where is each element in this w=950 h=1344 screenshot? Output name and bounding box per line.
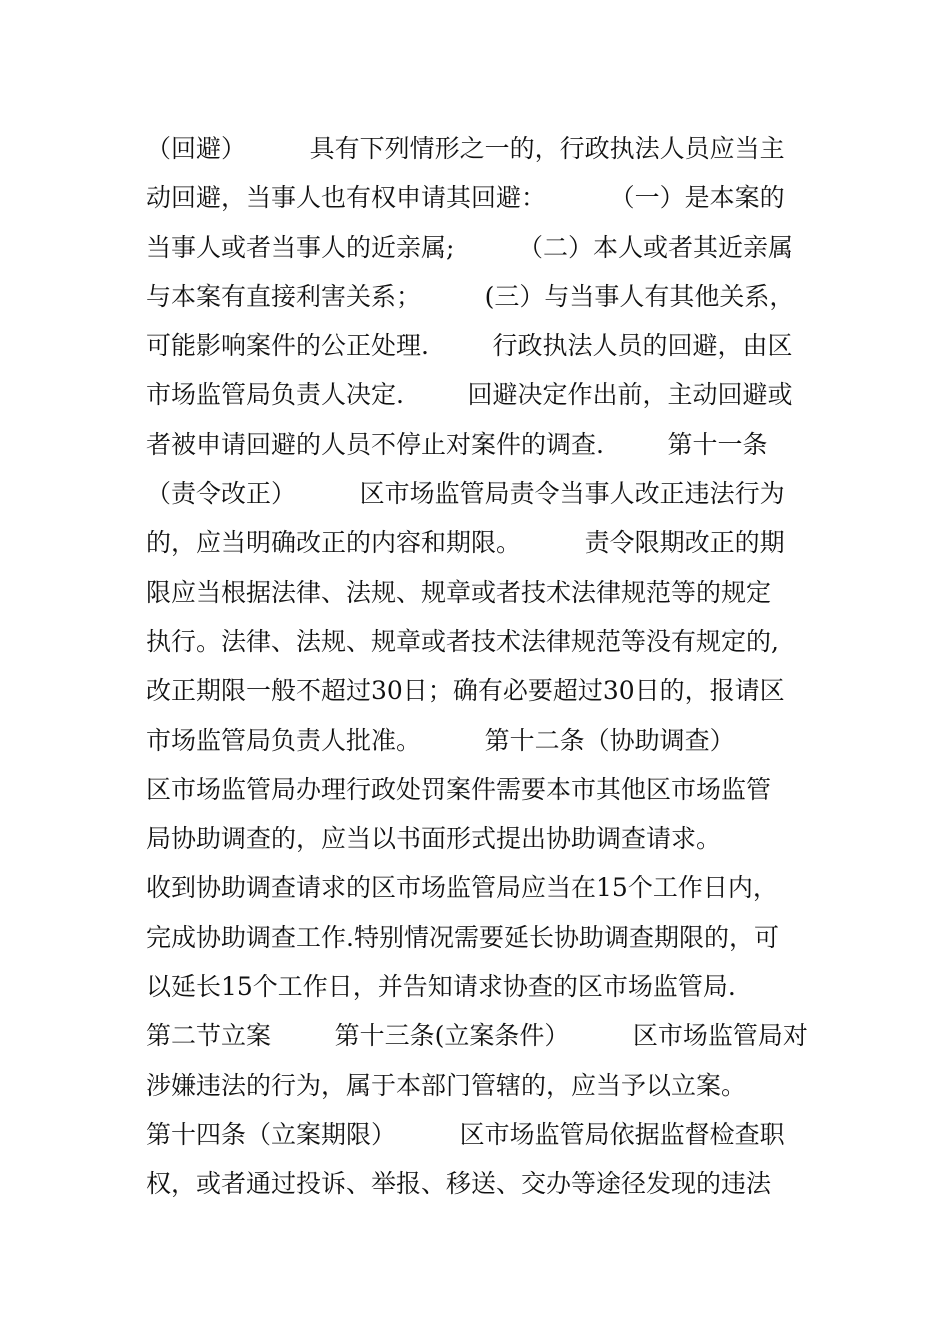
text-line-4: 与本案有直接利害关系； (三）与当事人有其他关系，: [146, 281, 795, 311]
text-line-21: 第十四条（立案期限） 区市场监管局依据监督检查职: [146, 1119, 785, 1149]
text-line-8: （责令改正） 区市场监管局责令当事人改正违法行为: [146, 479, 785, 509]
text-line-17: 完成协助调查工作.特别情况需要延长协助调查期限的，可: [146, 922, 779, 952]
document-body: [146, 124, 816, 1209]
text-line-11: 执行。法律、法规、规章或者技术法律规范等没有规定的,: [146, 626, 779, 656]
text-line-3: 当事人或者当事人的近亲属; （二）本人或者其近亲属: [146, 232, 793, 262]
text-line-9: 的，应当明确改正的内容和期限。 责令限期改正的期: [146, 528, 785, 558]
text-line-13: 市场监管局负责人批准。 第十二条（协助调查）: [146, 725, 735, 755]
text-line-14: 区市场监管局办理行政处罚案件需要本市其他区市场监管: [146, 774, 772, 804]
text-line-5: 可能影响案件的公正处理. 行政执法人员的回避，由区: [146, 331, 793, 361]
text-line-22: 权，或者通过投诉、举报、移送、交办等途径发现的违法: [146, 1169, 772, 1199]
text-line-12: 改正期限一般不超过30日；确有必要超过30日的，报请区: [146, 676, 785, 706]
text-line-2: 动回避，当事人也有权申请其回避： （一）是本案的: [146, 183, 785, 213]
text-line-6: 市场监管局负责人决定. 回避决定作出前，主动回避或: [146, 380, 793, 410]
text-line-10: 限应当根据法律、法规、规章或者技术法律规范等的规定: [146, 577, 772, 607]
text-line-7: 者被申请回避的人员不停止对案件的调查. 第十一条: [146, 429, 768, 459]
text-line-16: 收到协助调查请求的区市场监管局应当在15个工作日内，: [146, 873, 778, 903]
text-line-15: 局协助调查的，应当以书面形式提出协助调查请求。: [146, 824, 722, 854]
text-line-19: 第二节立案 第十三条(立案条件） 区市场监管局对: [146, 1021, 808, 1051]
text-line-1: （回避） 具有下列情形之一的，行政执法人员应当主: [146, 134, 785, 163]
text-line-18: 以延长15个工作日，并告知请求协查的区市场监管局.: [146, 972, 736, 1002]
text-line-20: 涉嫌违法的行为，属于本部门管辖的，应当予以立案。: [146, 1070, 747, 1100]
